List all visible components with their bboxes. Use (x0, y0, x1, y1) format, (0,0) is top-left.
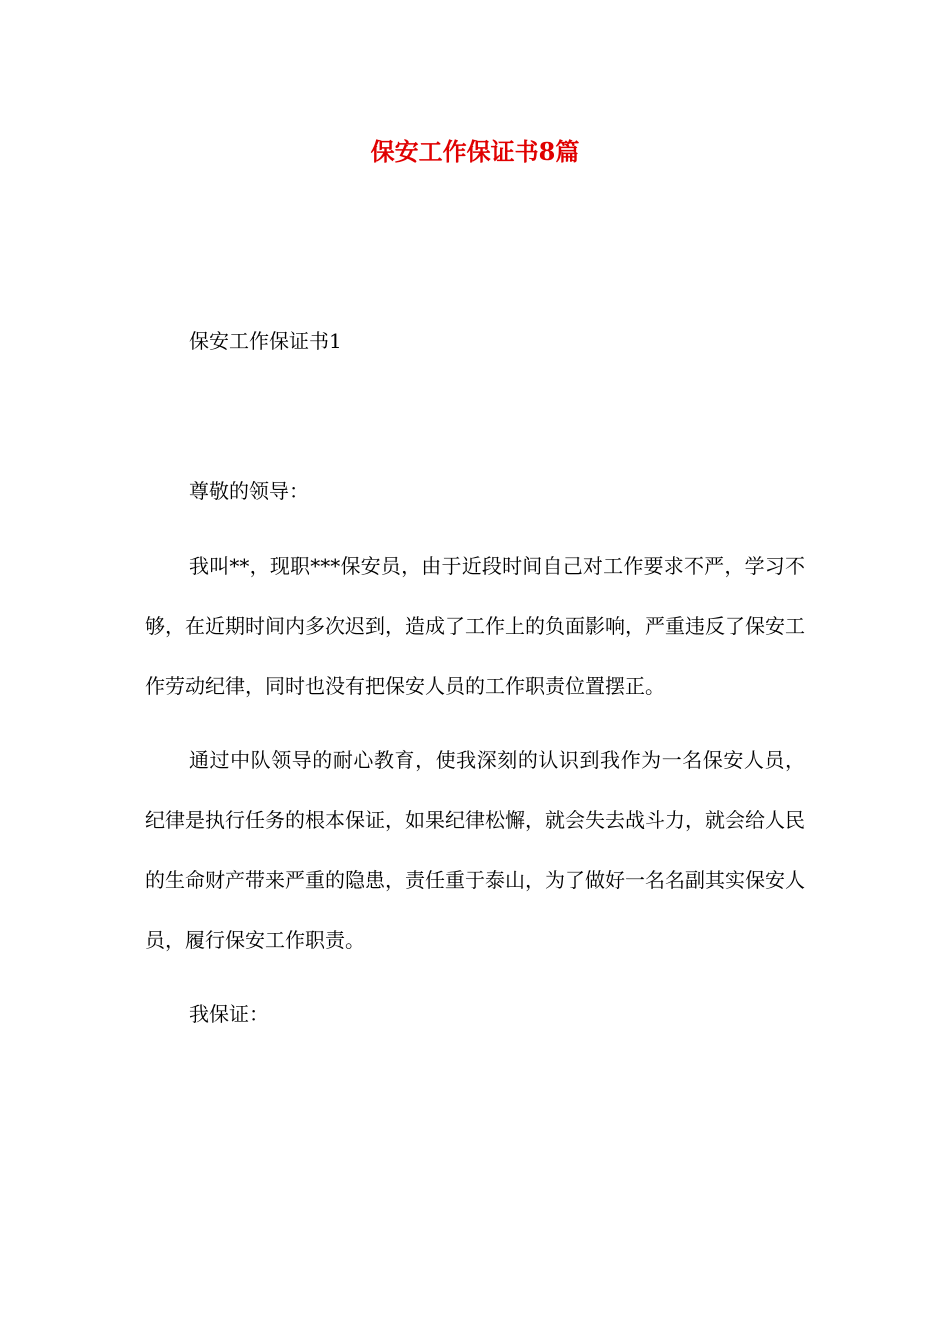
paragraph-1: 我叫**，现职***保安员，由于近段时间自己对工作要求不严，学习不够，在近期时间内多次迟到，造成了工作上的负面影响，严重违反了保安工作劳动纪律，同时也没有把保安人员的工作职责位置摆正。 (145, 554, 805, 698)
paragraph-2: 通过中队领导的耐心教育，使我深刻的认识到我作为一名保安人员，纪律是执行任务的根本保证，如果纪律松懈，就会失去战斗力，就会给人民的生命财产带来严重的隐患，责任重于泰山，为了做好一名名副其实保安人员，履行保安工作职责。 (145, 748, 805, 952)
section-heading: 保安工作保证书1 (189, 329, 342, 353)
salutation-block (145, 461, 805, 521)
document-title: 保安工作保证书8篇 (370, 137, 580, 166)
section-heading-block (145, 311, 805, 371)
salutation: 尊敬的领导： (189, 479, 309, 503)
body-text (145, 536, 805, 1044)
paragraph-3: 我保证： (189, 1002, 269, 1026)
